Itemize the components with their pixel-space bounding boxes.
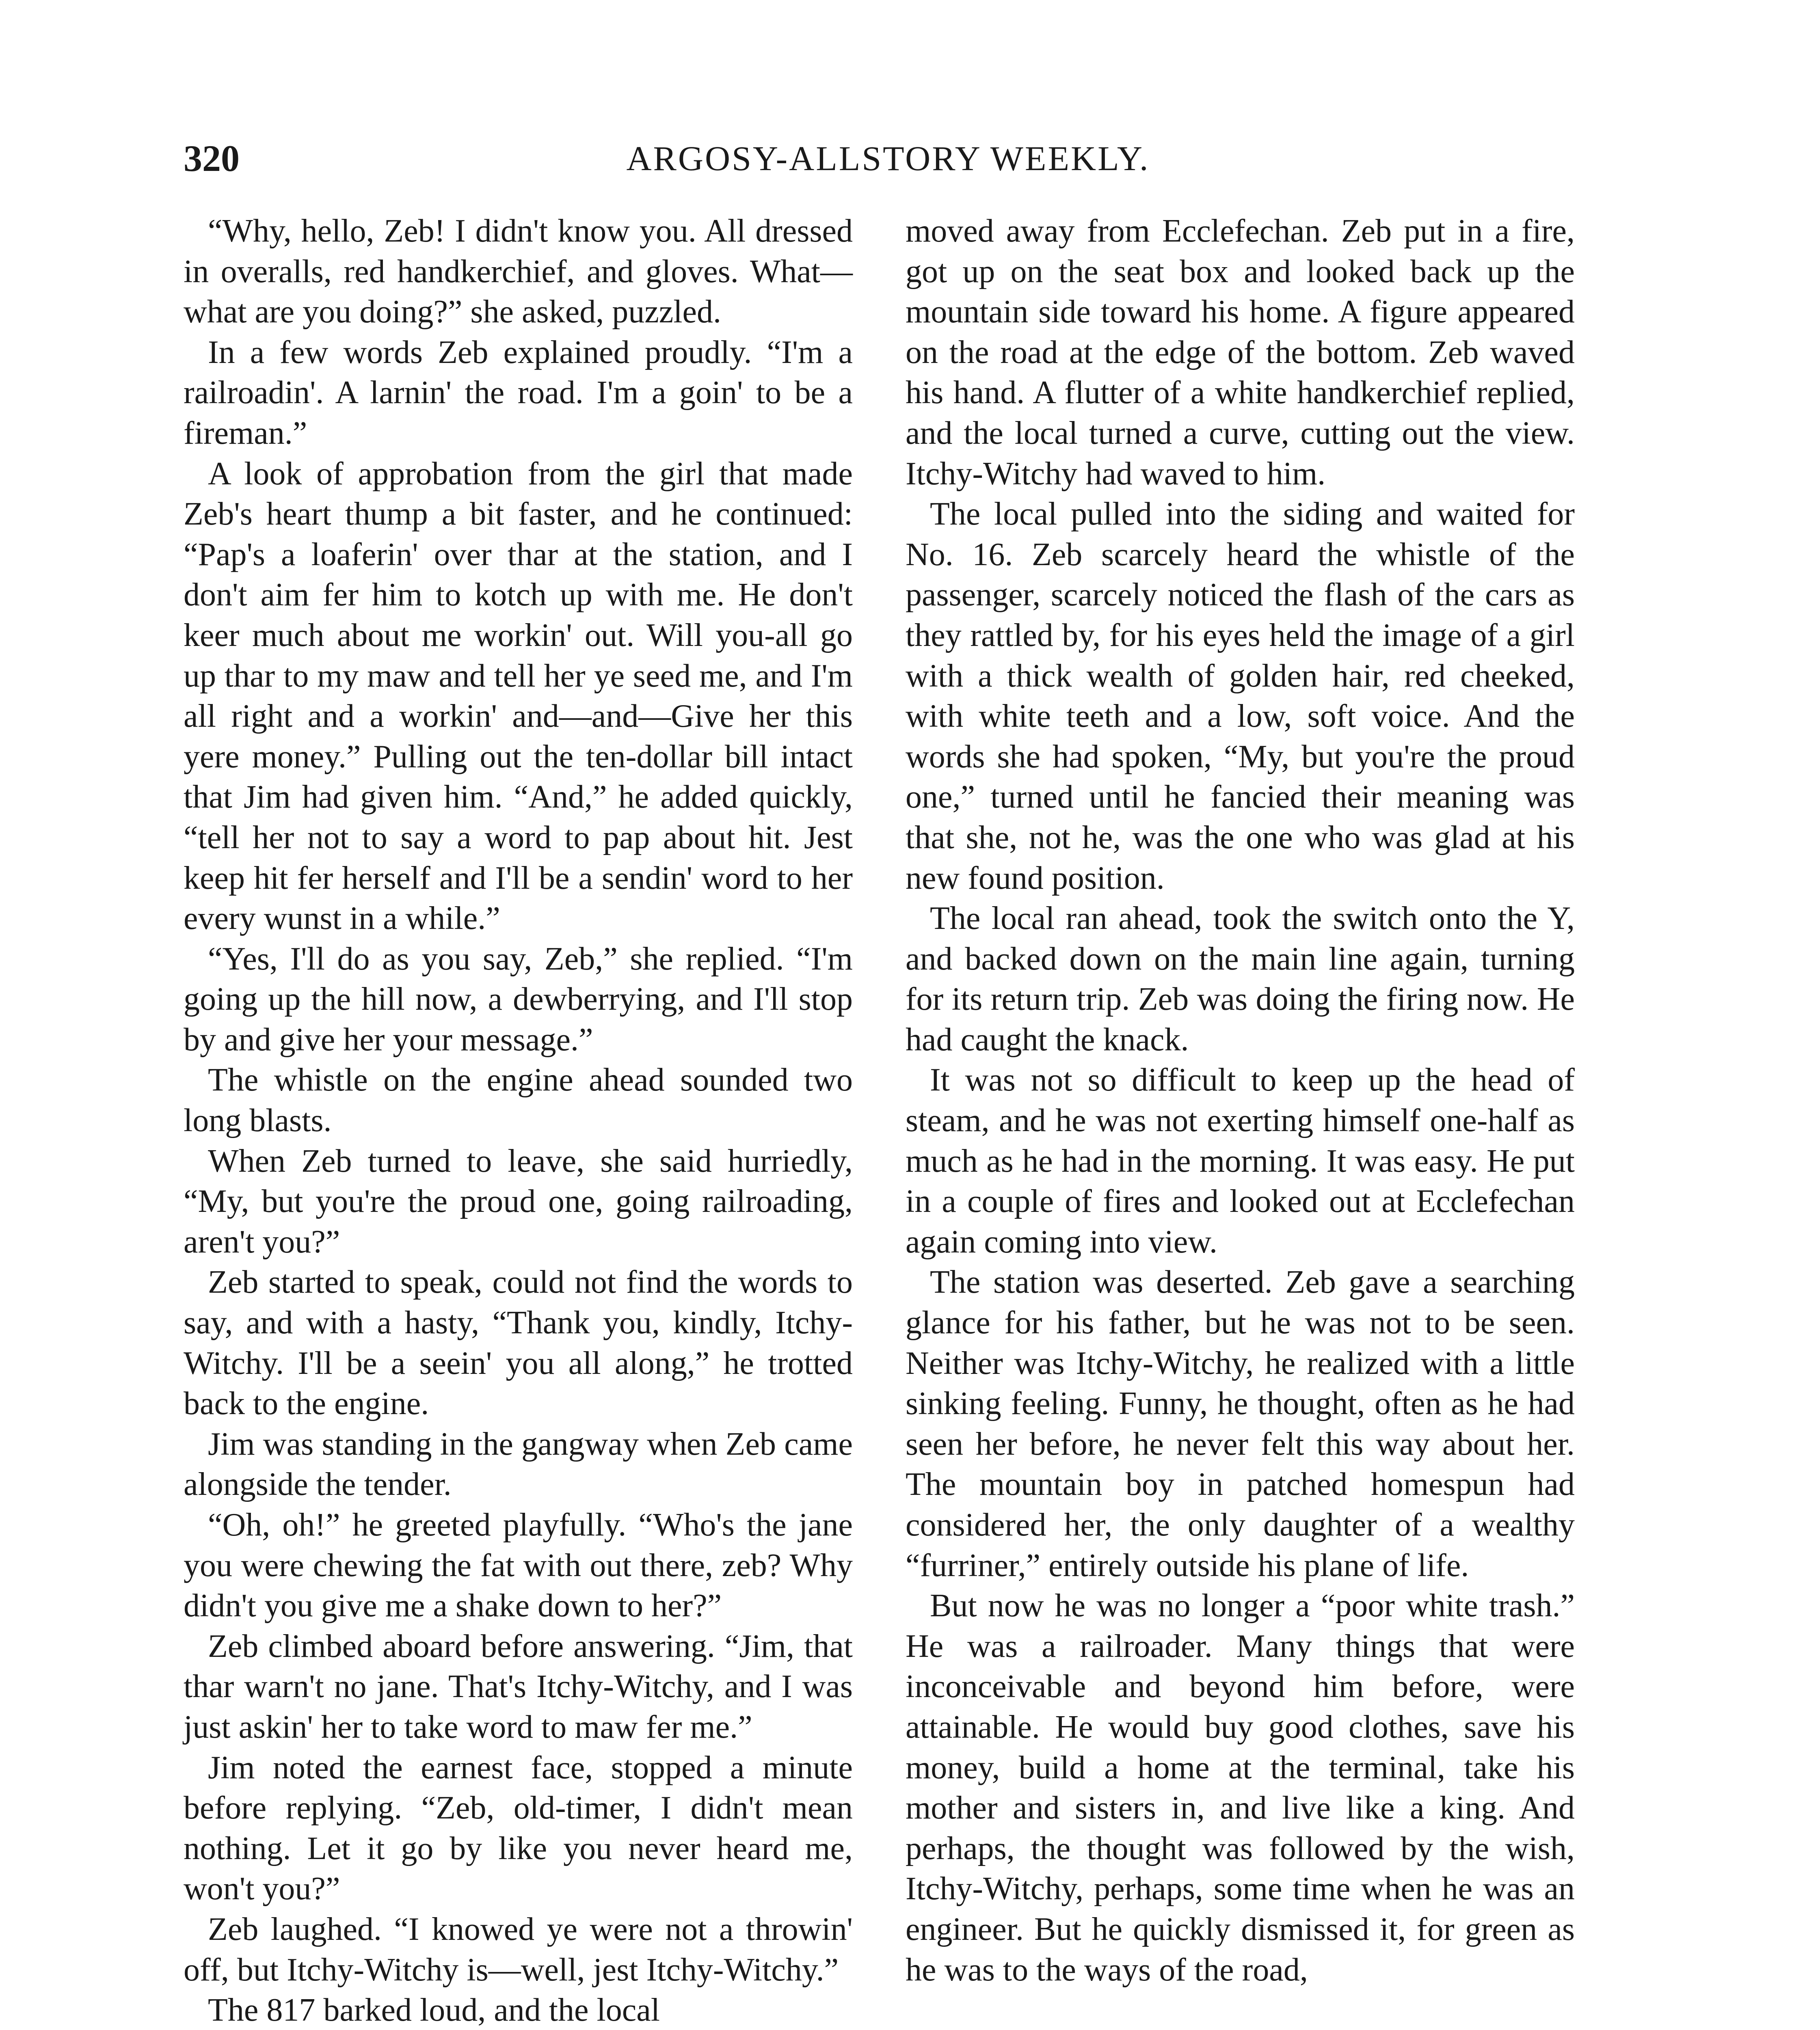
left-column [184, 211, 853, 2030]
paragraph: Zeb laughed. “I knowed ye were not a throwin' off, but Itchy-Witchy is—well, jest Itchy-Witchy.” [184, 1911, 853, 1988]
paragraph: The local ran ahead, took the switch onto the Y, and backed down on the main line again, turning for its return trip. Zeb was doing the firing now. He had caught the knack. [906, 901, 1575, 1058]
paragraph: moved away from Ecclefechan. Zeb put in a fire, got up on the seat box and looked back up the mountain side toward his home. A figure appeared on the road at the edge of the bottom. Zeb waved his hand. A flutter of a white handkerchief replied, and the local turned a curve, cutting out the view. Itchy-Witchy had waved to him. [906, 213, 1575, 492]
paragraph: In a few words Zeb explained proudly. “I'm a railroadin'. A larnin' the road. I'm a goin' to be a fireman.” [184, 334, 853, 451]
paragraph: The station was deserted. Zeb gave a searching glance for his father, but he was not to be seen. Neither was Itchy-Witchy, he realized with a little sinking feeling. Funny, he thought, often as he had seen her before, he never felt this way about her. The mountain boy in patched homespun had considered her, the only daughter of a wealthy “furriner,” entirely outside his plane of life. [906, 1264, 1575, 1583]
page-header [184, 134, 1593, 191]
page-number: 320 [184, 138, 240, 179]
paragraph: The 817 barked loud, and the local [208, 1992, 660, 2028]
paragraph: “Why, hello, Zeb! I didn't know you. All dressed in overalls, red handkerchief, and gloves. What—what are you doing?” she asked, puzzled. [184, 213, 853, 330]
paragraph: Zeb started to speak, could not find the words to say, and with a hasty, “Thank you, kindly, Itchy-Witchy. I'll be a seein' you all along,” he trotted back to the engine. [184, 1264, 853, 1422]
paragraph: Jim noted the earnest face, stopped a minute before replying. “Zeb, old-timer, I didn't mean nothing. Let it go by like you never heard me, won't you?” [184, 1749, 853, 1907]
paragraph: When Zeb turned to leave, she said hurriedly, “My, but you're the proud one, going railroading, aren't you?” [184, 1143, 853, 1260]
paragraph: The whistle on the engine ahead sounded two long blasts. [184, 1062, 853, 1139]
paragraph: Zeb climbed aboard before answering. “Jim, that thar warn't no jane. That's Itchy-Witchy, and I was just askin' her to take word to maw fer me.” [184, 1628, 853, 1745]
paragraph: But now he was no longer a “poor white trash.” He was a railroader. Many things that were inconceivable and beyond him before, were attainable. He would buy good clothes, save his money, build a home at the terminal, take his mother and sisters in, and live like a king. And perhaps, the thought was followed by the wish, Itchy-Witchy, perhaps, some time when he was an engineer. But he quickly dismissed it, for green as he was to the ways of the road, [906, 1588, 1575, 1988]
paragraph: The local pulled into the siding and waited for No. 16. Zeb scarcely heard the whistle of the passenger, scarcely noticed the flash of the cars as they rattled by, for his eyes held the image of a girl with a thick wealth of golden hair, red cheeked, with white teeth and a low, soft voice. And the words she had spoken, “My, but you're the proud one,” turned until he fancied their meaning was that she, not he, was the one who was glad at his new found position. [906, 496, 1575, 896]
paragraph: A look of approbation from the girl that made Zeb's heart thump a bit faster, and he continued: “Pap's a loaferin' over thar at the station, and I don't aim fer him to kotch up with me. He don't keer much about me workin' out. Will you-all go up thar to my maw and tell her ye seed me, and I'm all right and a workin' and—and—Give her this yere money.” Pulling out the ten-dollar bill intact that Jim had given him. “And,” he added quickly, “tell her not to say a word to pap about hit. Jest keep hit fer herself and I'll be a sendin' word to her every wunst in a while.” [184, 456, 853, 937]
paragraph: Jim was standing in the gangway when Zeb came alongside the tender. [184, 1426, 853, 1503]
paragraph: “Yes, I'll do as you say, Zeb,” she replied. “I'm going up the hill now, a dewberrying, and I'll stop by and give her your message.” [184, 941, 853, 1058]
paragraph: It was not so difficult to keep up the head of steam, and he was not exerting himself one-half as much as he had in the morning. It was easy. He put in a couple of fires and looked out at Ecclefechan again coming into view. [906, 1062, 1575, 1260]
right-column [906, 211, 1575, 1990]
paragraph: “Oh, oh!” he greeted playfully. “Who's the jane you were chewing the fat with out there, zeb? Why didn't you give me a shake down to her?” [184, 1507, 853, 1624]
running-title: ARGOSY-ALLSTORY WEEKLY. [626, 139, 1150, 178]
